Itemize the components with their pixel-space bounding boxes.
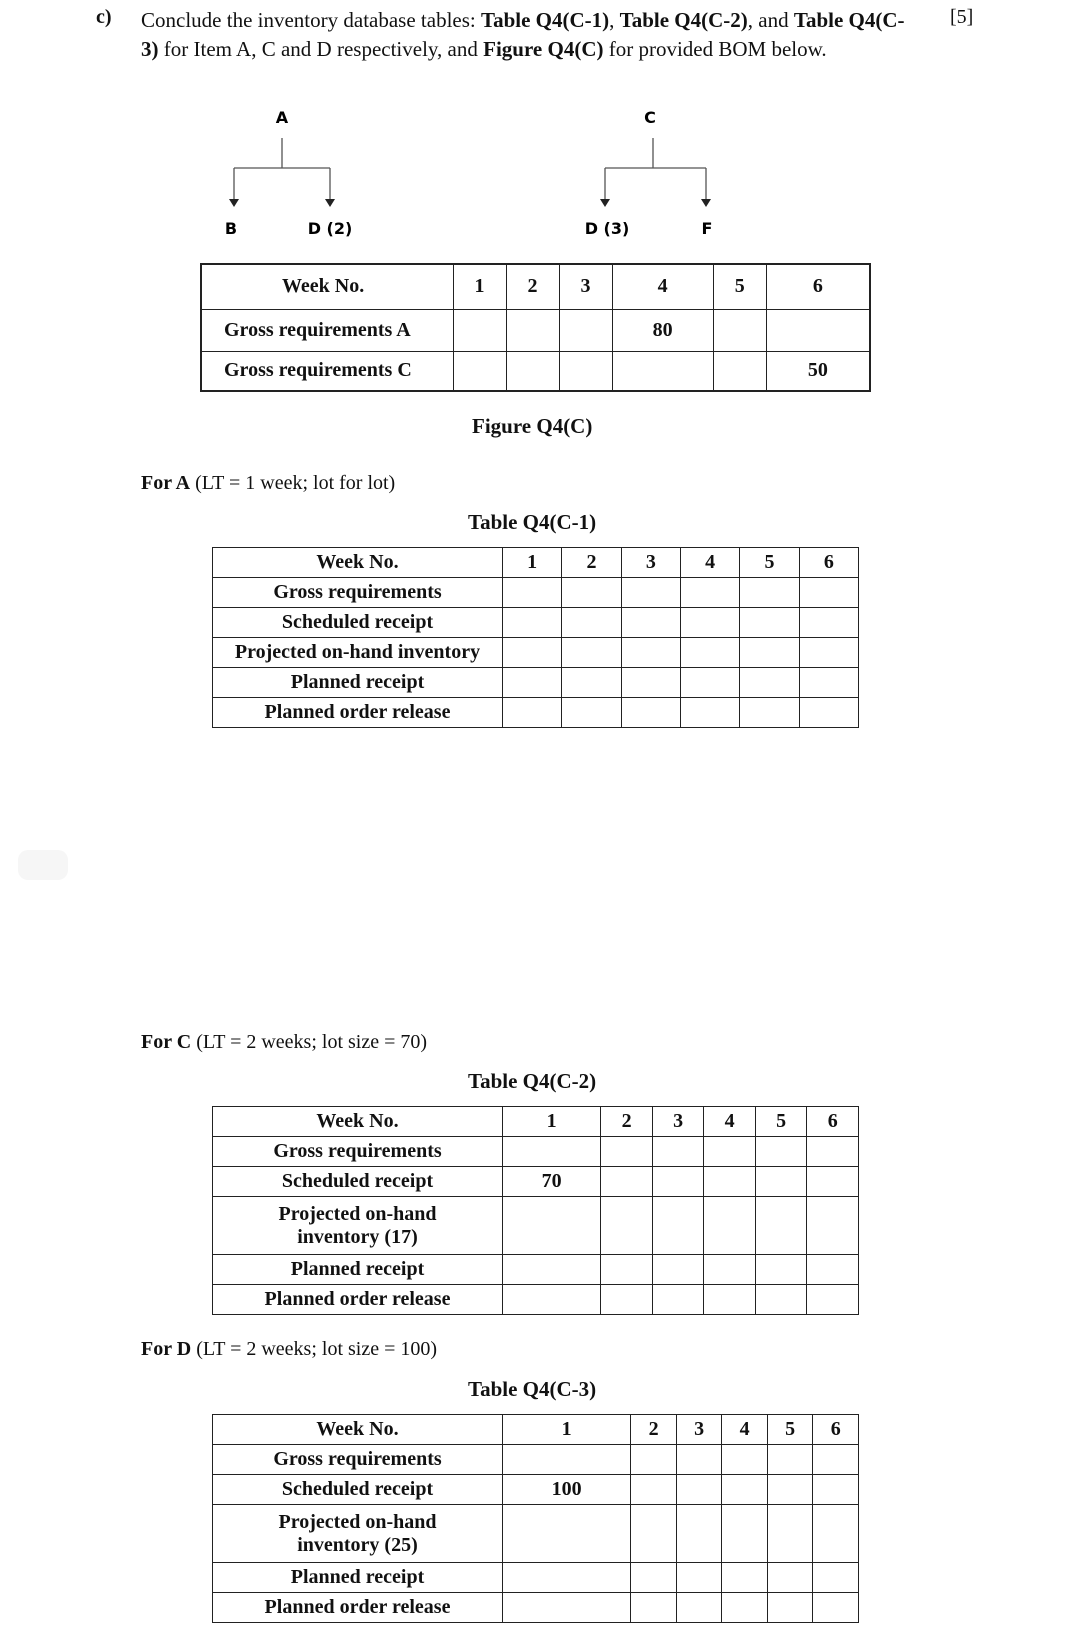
table-row bbox=[213, 1505, 859, 1563]
table-header-row bbox=[201, 264, 870, 309]
table-cell bbox=[503, 578, 562, 608]
table-cell bbox=[503, 638, 562, 668]
ref-table-c3-start: Table Q4(C- bbox=[793, 8, 905, 32]
table-cell bbox=[631, 1445, 677, 1475]
table-cell bbox=[740, 668, 799, 698]
ref-table-c2: Table Q4(C-2) bbox=[619, 8, 748, 32]
table-header-row bbox=[213, 1415, 859, 1445]
table-cell bbox=[722, 1505, 768, 1563]
table-cell bbox=[631, 1563, 677, 1593]
week-header-cell: 1 bbox=[503, 1107, 601, 1137]
table-cell bbox=[503, 1563, 631, 1593]
table-row bbox=[213, 1167, 859, 1197]
table-cell bbox=[652, 1285, 704, 1315]
question-text bbox=[141, 6, 941, 64]
item-a-parameters bbox=[141, 472, 395, 495]
bom-node-c: C bbox=[644, 108, 656, 127]
table-cell bbox=[453, 309, 506, 351]
table-cell bbox=[813, 1563, 859, 1593]
row-label: Gross requirements C bbox=[201, 351, 453, 391]
question-text-segment: for Item A, C and D respectively, and bbox=[158, 37, 484, 61]
table-row bbox=[201, 351, 870, 391]
table-cell bbox=[722, 1475, 768, 1505]
bom-node-d2: D (2) bbox=[307, 219, 353, 238]
table-c-caption: Table Q4(C-2) bbox=[468, 1069, 597, 1093]
question-label: c) bbox=[96, 6, 112, 28]
table-cell bbox=[755, 1285, 807, 1315]
arrow-icon bbox=[701, 199, 711, 207]
table-cell: 100 bbox=[503, 1475, 631, 1505]
week-header-cell: 3 bbox=[676, 1415, 722, 1445]
table-a-caption: Table Q4(C-1) bbox=[468, 510, 597, 534]
item-c-label: For C bbox=[141, 1031, 192, 1053]
week-header-cell: 5 bbox=[740, 548, 799, 578]
table-cell bbox=[559, 351, 612, 391]
week-header-cell: 2 bbox=[506, 264, 559, 309]
table-row bbox=[201, 309, 870, 351]
table-row bbox=[213, 1563, 859, 1593]
row-label: Gross requirements bbox=[213, 1137, 503, 1167]
question-line-2 bbox=[141, 35, 941, 64]
week-header-cell: 1 bbox=[453, 264, 506, 309]
table-cell bbox=[767, 1593, 813, 1623]
week-no-header: Week No. bbox=[213, 1107, 503, 1137]
table-cell bbox=[503, 698, 562, 728]
table-cell bbox=[562, 668, 621, 698]
table-cell bbox=[813, 1593, 859, 1623]
question-text-segment: Conclude the inventory database tables: bbox=[141, 8, 481, 32]
week-header-cell: 5 bbox=[713, 264, 766, 309]
table-cell bbox=[503, 1137, 601, 1167]
table-cell bbox=[631, 1593, 677, 1623]
bom-node-f: F bbox=[701, 219, 713, 238]
bom-node-b: B bbox=[224, 219, 238, 238]
row-label-line: inventory (17) bbox=[297, 1225, 418, 1248]
table-cell bbox=[704, 1285, 756, 1315]
item-c-parameters bbox=[141, 1031, 427, 1054]
question-marks: [5] bbox=[950, 6, 974, 28]
table-cell bbox=[680, 638, 739, 668]
table-cell bbox=[704, 1137, 756, 1167]
week-header-cell: 4 bbox=[612, 264, 713, 309]
table-cell bbox=[755, 1167, 807, 1197]
row-label: Scheduled receipt bbox=[213, 608, 503, 638]
table-cell bbox=[601, 1197, 653, 1255]
row-label: Gross requirements bbox=[213, 1445, 503, 1475]
table-cell bbox=[740, 608, 799, 638]
table-cell bbox=[767, 1475, 813, 1505]
row-label: Gross requirements bbox=[213, 578, 503, 608]
table-cell bbox=[807, 1255, 859, 1285]
table-cell bbox=[503, 1445, 631, 1475]
question-text-segment: for provided BOM below. bbox=[603, 37, 827, 61]
row-label bbox=[213, 1197, 503, 1255]
table-cell bbox=[755, 1197, 807, 1255]
table-cell bbox=[453, 351, 506, 391]
item-d-parameters bbox=[141, 1338, 437, 1361]
ref-figure: Figure Q4(C) bbox=[483, 37, 604, 61]
table-cell bbox=[740, 638, 799, 668]
table-cell bbox=[799, 578, 858, 608]
week-header-cell: 3 bbox=[652, 1107, 704, 1137]
row-label bbox=[213, 1505, 503, 1563]
bom-tree-c bbox=[605, 138, 706, 200]
week-header-cell: 5 bbox=[767, 1415, 813, 1445]
week-header-cell: 6 bbox=[766, 264, 870, 309]
week-no-header: Week No. bbox=[201, 264, 453, 309]
table-cell bbox=[713, 309, 766, 351]
week-no-header: Week No. bbox=[213, 548, 503, 578]
table-cell: 80 bbox=[612, 309, 713, 351]
table-cell bbox=[652, 1197, 704, 1255]
table-cell bbox=[601, 1137, 653, 1167]
table-header-row bbox=[213, 548, 859, 578]
table-cell bbox=[807, 1137, 859, 1167]
table-row bbox=[213, 1593, 859, 1623]
table-cell bbox=[799, 608, 858, 638]
table-cell bbox=[562, 698, 621, 728]
table-cell bbox=[767, 1445, 813, 1475]
table-cell bbox=[503, 1197, 601, 1255]
row-label: Gross requirements A bbox=[201, 309, 453, 351]
table-cell bbox=[799, 638, 858, 668]
row-label: Scheduled receipt bbox=[213, 1475, 503, 1505]
table-a-mrp bbox=[212, 547, 859, 728]
row-label: Planned receipt bbox=[213, 1255, 503, 1285]
table-cell bbox=[704, 1255, 756, 1285]
table-cell bbox=[621, 698, 680, 728]
table-cell bbox=[503, 1285, 601, 1315]
table-cell bbox=[562, 578, 621, 608]
table-d-caption: Table Q4(C-3) bbox=[468, 1377, 597, 1401]
table-cell bbox=[503, 1255, 601, 1285]
table-cell bbox=[807, 1167, 859, 1197]
table-cell bbox=[680, 608, 739, 638]
table-cell bbox=[680, 698, 739, 728]
table-cell bbox=[766, 309, 870, 351]
table-cell bbox=[601, 1255, 653, 1285]
table-cell bbox=[813, 1505, 859, 1563]
table-cell bbox=[755, 1255, 807, 1285]
table-row bbox=[213, 1197, 859, 1255]
bom-node-d3: D (3) bbox=[584, 219, 630, 238]
row-label: Planned receipt bbox=[213, 1563, 503, 1593]
item-a-params: (LT = 1 week; lot for lot) bbox=[195, 472, 396, 494]
arrow-icon bbox=[229, 199, 239, 207]
table-cell bbox=[813, 1475, 859, 1505]
table-row bbox=[213, 1255, 859, 1285]
table-cell bbox=[767, 1563, 813, 1593]
table-cell bbox=[652, 1137, 704, 1167]
question-text-segment: , and bbox=[747, 8, 794, 32]
bom-node-a: A bbox=[275, 108, 289, 127]
table-cell bbox=[740, 578, 799, 608]
table-cell bbox=[621, 668, 680, 698]
table-cell bbox=[621, 578, 680, 608]
table-row bbox=[213, 578, 859, 608]
week-header-cell: 5 bbox=[755, 1107, 807, 1137]
table-row bbox=[213, 608, 859, 638]
table-cell: 70 bbox=[503, 1167, 601, 1197]
week-header-cell: 2 bbox=[601, 1107, 653, 1137]
week-header-cell: 6 bbox=[813, 1415, 859, 1445]
table-row bbox=[213, 638, 859, 668]
table-row bbox=[213, 1475, 859, 1505]
table-cell bbox=[676, 1563, 722, 1593]
table-cell bbox=[807, 1285, 859, 1315]
figure-caption: Figure Q4(C) bbox=[472, 414, 593, 438]
table-cell bbox=[601, 1167, 653, 1197]
table-header-row bbox=[213, 1107, 859, 1137]
table-cell bbox=[813, 1445, 859, 1475]
ref-table-c1: Table Q4(C-1) bbox=[480, 8, 610, 32]
table-cell bbox=[559, 309, 612, 351]
table-cell bbox=[676, 1445, 722, 1475]
row-label: Projected on-hand inventory bbox=[213, 638, 503, 668]
table-cell bbox=[676, 1505, 722, 1563]
table-cell bbox=[767, 1505, 813, 1563]
table-cell bbox=[676, 1593, 722, 1623]
item-d-label: For D bbox=[141, 1338, 192, 1360]
table-cell bbox=[652, 1255, 704, 1285]
row-label-line: Projected on-hand bbox=[278, 1510, 437, 1533]
week-header-cell: 2 bbox=[562, 548, 621, 578]
item-c-params: (LT = 2 weeks; lot size = 70) bbox=[196, 1031, 428, 1053]
week-header-cell: 1 bbox=[503, 548, 562, 578]
table-cell bbox=[722, 1563, 768, 1593]
row-label: Planned order release bbox=[213, 698, 503, 728]
table-cell bbox=[612, 351, 713, 391]
week-header-cell: 1 bbox=[503, 1415, 631, 1445]
table-cell bbox=[621, 608, 680, 638]
row-label-line: Projected on-hand bbox=[278, 1202, 437, 1225]
ref-table-c3-end: 3) bbox=[141, 37, 159, 61]
table-cell bbox=[503, 1505, 631, 1563]
item-a-label: For A bbox=[141, 472, 191, 494]
arrow-icon bbox=[325, 199, 335, 207]
table-d-mrp bbox=[212, 1414, 859, 1623]
table-cell bbox=[740, 698, 799, 728]
table-cell bbox=[631, 1505, 677, 1563]
table-cell bbox=[652, 1167, 704, 1197]
table-row bbox=[213, 668, 859, 698]
question-line-1 bbox=[141, 6, 941, 35]
table-cell bbox=[562, 608, 621, 638]
week-header-cell: 3 bbox=[621, 548, 680, 578]
row-label: Scheduled receipt bbox=[213, 1167, 503, 1197]
table-cell bbox=[506, 309, 559, 351]
week-header-cell: 6 bbox=[799, 548, 858, 578]
table-row bbox=[213, 1285, 859, 1315]
table-cell bbox=[621, 638, 680, 668]
week-header-cell: 4 bbox=[680, 548, 739, 578]
week-header-cell: 3 bbox=[559, 264, 612, 309]
row-label-line: inventory (25) bbox=[297, 1533, 418, 1556]
table-cell bbox=[601, 1285, 653, 1315]
row-label: Planned receipt bbox=[213, 668, 503, 698]
item-d-params: (LT = 2 weeks; lot size = 100) bbox=[196, 1338, 438, 1360]
bom-tree-a bbox=[234, 138, 330, 200]
week-no-header: Week No. bbox=[213, 1415, 503, 1445]
table-cell bbox=[503, 608, 562, 638]
week-header-cell: 6 bbox=[807, 1107, 859, 1137]
arrow-icon bbox=[600, 199, 610, 207]
figure-gross-requirements-table bbox=[200, 263, 871, 392]
table-cell bbox=[503, 668, 562, 698]
scan-smudge bbox=[18, 850, 68, 880]
row-label: Planned order release bbox=[213, 1285, 503, 1315]
table-cell bbox=[722, 1445, 768, 1475]
table-cell bbox=[704, 1167, 756, 1197]
table-cell bbox=[680, 578, 739, 608]
question-text-segment: , bbox=[609, 8, 620, 32]
table-c-mrp bbox=[212, 1106, 859, 1315]
table-cell bbox=[562, 638, 621, 668]
row-label: Planned order release bbox=[213, 1593, 503, 1623]
table-cell bbox=[506, 351, 559, 391]
table-cell bbox=[676, 1475, 722, 1505]
week-header-cell: 4 bbox=[722, 1415, 768, 1445]
table-cell bbox=[631, 1475, 677, 1505]
table-cell bbox=[755, 1137, 807, 1167]
table-cell bbox=[799, 698, 858, 728]
table-cell bbox=[704, 1197, 756, 1255]
table-cell: 50 bbox=[766, 351, 870, 391]
week-header-cell: 4 bbox=[704, 1107, 756, 1137]
table-cell bbox=[799, 668, 858, 698]
table-cell bbox=[503, 1593, 631, 1623]
table-cell bbox=[713, 351, 766, 391]
table-cell bbox=[807, 1197, 859, 1255]
table-row bbox=[213, 1445, 859, 1475]
table-cell bbox=[680, 668, 739, 698]
table-row bbox=[213, 698, 859, 728]
table-row bbox=[213, 1137, 859, 1167]
week-header-cell: 2 bbox=[631, 1415, 677, 1445]
table-cell bbox=[722, 1593, 768, 1623]
bom-diagram bbox=[0, 90, 1080, 250]
